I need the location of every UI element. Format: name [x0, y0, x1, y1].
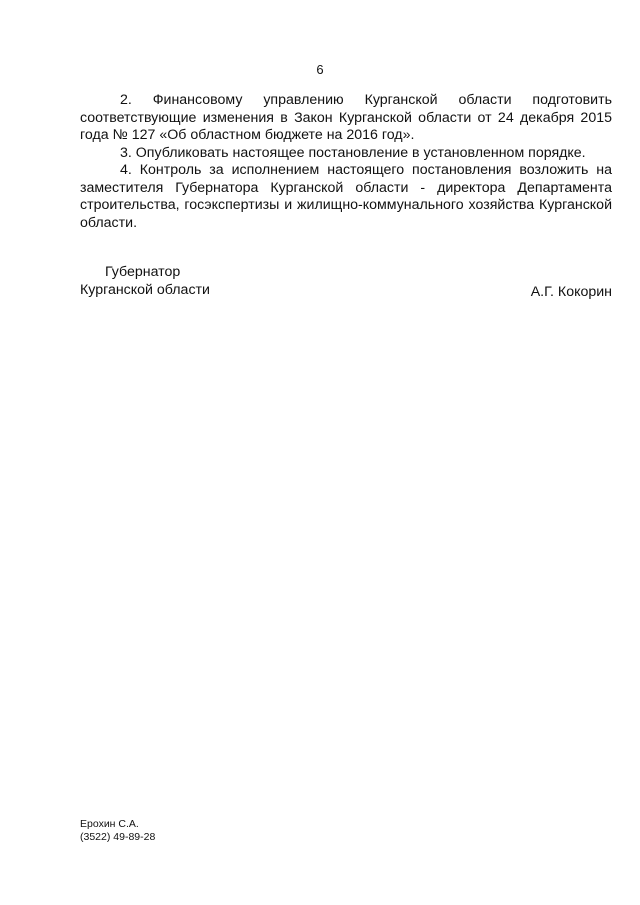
executor-name: Ерохин С.А. [80, 818, 139, 830]
paragraph-control: 4. Контроль за исполнением настоящего постановления возложить на заместителя Губернатора Курганской области - директора Департамента строительства, госэкспертизы и жилищно-коммунального хозяйства Курганской области. [80, 162, 612, 231]
document-body [80, 92, 612, 232]
signer-title-line-2: Курганской области [80, 282, 210, 298]
signer-title-line-1: Губернатор [105, 264, 181, 280]
signature-block [80, 264, 612, 304]
page-number: 6 [316, 62, 324, 77]
paragraph-finance-department: 2. Финансовому управлению Курганской области подготовить соответствующие изменения в Закон Курганской области от 24 декабря 2015 года № 127 «Об областном бюджете на 2016 год». [80, 92, 612, 143]
paragraph-publication: 3. Опубликовать настоящее постановление в установленном порядке. [120, 144, 586, 161]
signer-name: А.Г. Кокорин [530, 284, 612, 300]
executor-phone: (3522) 49-89-28 [80, 831, 156, 843]
executor-info [80, 818, 155, 844]
